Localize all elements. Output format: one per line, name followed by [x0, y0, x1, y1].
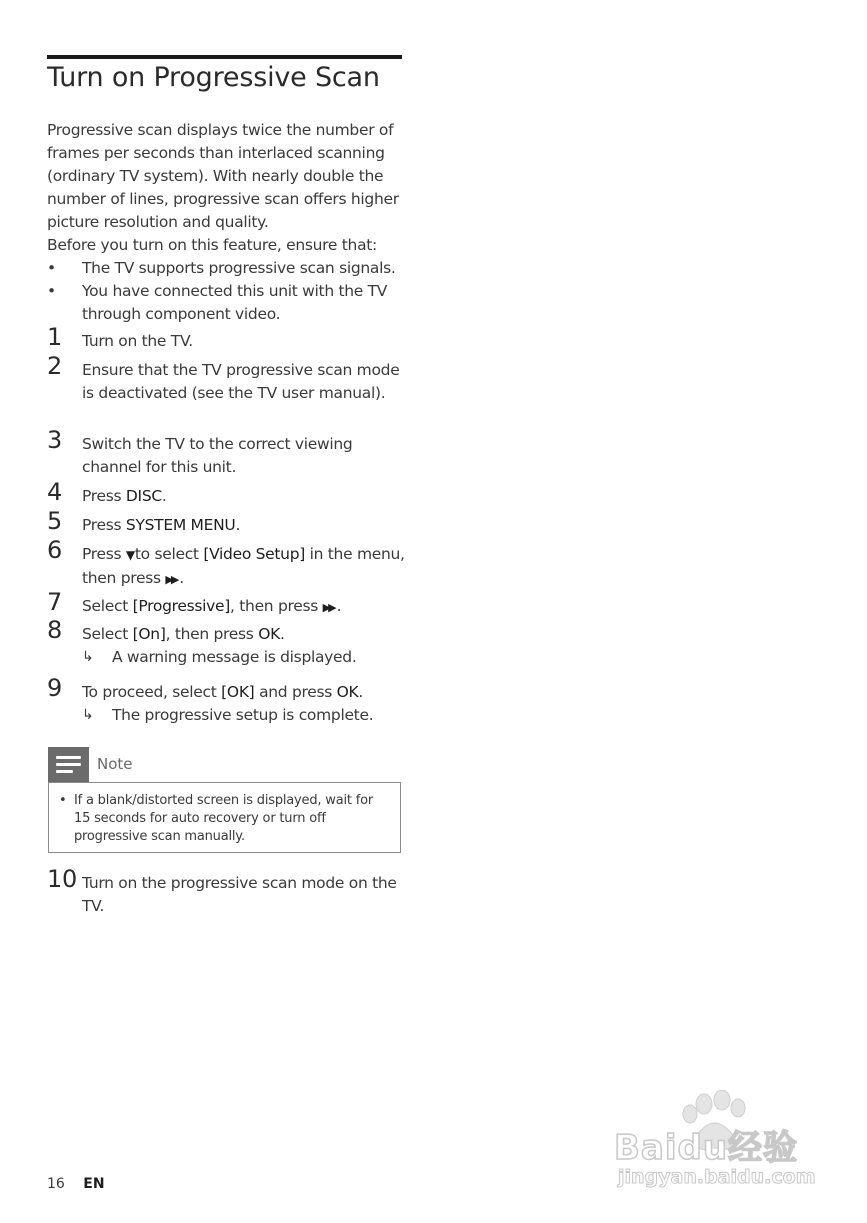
- intro-section: [47, 119, 407, 326]
- page-title: Turn on Progressive Scan: [47, 62, 380, 93]
- key-disc: DISC: [125, 487, 162, 505]
- down-arrow-icon: ▼: [125, 548, 135, 562]
- step-text: Select [On], then press OK.: [82, 625, 285, 643]
- requirements-list: [47, 257, 407, 326]
- step-text: Press ▼to select [Video Setup] in the menu, then press ▶▶ .: [82, 545, 405, 587]
- step-text: Turn on the TV.: [82, 332, 193, 350]
- menu-on: [On]: [132, 625, 166, 643]
- key-system-menu: SYSTEM MENU: [125, 516, 236, 534]
- step-text: Press SYSTEM MENU.: [82, 516, 241, 534]
- step-number: 5: [47, 507, 62, 535]
- step-number: 9: [47, 674, 62, 702]
- intro-paragraph: Progressive scan displays twice the number of frames per seconds than interlaced scanning (ordinary TV system). With nearly double the number of lines, progressive scan offers higher picture resolution and quality.: [47, 121, 399, 231]
- requirement-item: • The TV supports progressive scan signals.: [47, 257, 407, 280]
- step-number: 8: [47, 616, 62, 644]
- step-number: 6: [47, 536, 62, 564]
- step-5: [47, 507, 407, 537]
- language-code: EN: [83, 1176, 105, 1192]
- step-10: [47, 865, 407, 918]
- key-ok: OK: [336, 683, 359, 701]
- menu-ok: [OK]: [221, 683, 255, 701]
- page-number: 16: [47, 1176, 65, 1192]
- note-box: [48, 782, 401, 853]
- watermark-brand: Baidu经验: [614, 1128, 799, 1168]
- menu-progressive: [Progressive]: [132, 597, 231, 615]
- note-title: Note: [97, 755, 133, 773]
- watermark-url: jingyan.baidu.com: [618, 1166, 816, 1188]
- step-number: 2: [47, 352, 62, 380]
- step-number: 1: [47, 323, 62, 351]
- note-icon: [48, 747, 89, 783]
- step-number: 3: [47, 426, 62, 454]
- step-number: 7: [47, 588, 62, 616]
- step-8: [47, 616, 407, 669]
- step-result: ↳ A warning message is displayed.: [82, 646, 407, 669]
- step-result: ↳ The progressive setup is complete.: [82, 704, 407, 727]
- key-ok: OK: [258, 625, 280, 643]
- step-4: [47, 478, 407, 508]
- step-text: Switch the TV to the correct viewing channel for this unit.: [82, 435, 353, 476]
- result-arrow-icon: ↳: [82, 707, 94, 723]
- step-1: [47, 323, 407, 353]
- step-6: [47, 536, 407, 591]
- step-text: Select [Progressive], then press ▶▶ .: [82, 597, 342, 615]
- page-footer: [47, 1176, 105, 1192]
- title-rule: [47, 55, 402, 59]
- step-7: [47, 588, 407, 619]
- menu-video-setup: [Video Setup]: [203, 545, 305, 563]
- step-9: [47, 674, 407, 727]
- fast-forward-icon: ▶▶: [322, 601, 334, 614]
- step-text: Turn on the progressive scan mode on the TV.: [82, 874, 397, 915]
- step-text: Press DISC.: [82, 487, 167, 505]
- fast-forward-icon: ▶▶: [165, 573, 177, 586]
- step-number: 4: [47, 478, 62, 506]
- step-2: [47, 352, 407, 405]
- requirement-item: • You have connected this unit with the TV through component video.: [47, 280, 407, 326]
- step-3: [47, 426, 407, 479]
- step-text: Ensure that the TV progressive scan mode is deactivated (see the TV user manual).: [82, 361, 400, 402]
- baidu-watermark: [610, 1090, 820, 1190]
- result-arrow-icon: ↳: [82, 649, 94, 665]
- step-number: 10: [47, 865, 77, 893]
- intro-lead: Before you turn on this feature, ensure that:: [47, 236, 377, 254]
- step-text: To proceed, select [OK] and press OK.: [82, 683, 364, 701]
- note-item: • If a blank/distorted screen is displayed, wait for 15 seconds for auto recovery or turn off progressive scan manually.: [74, 792, 392, 846]
